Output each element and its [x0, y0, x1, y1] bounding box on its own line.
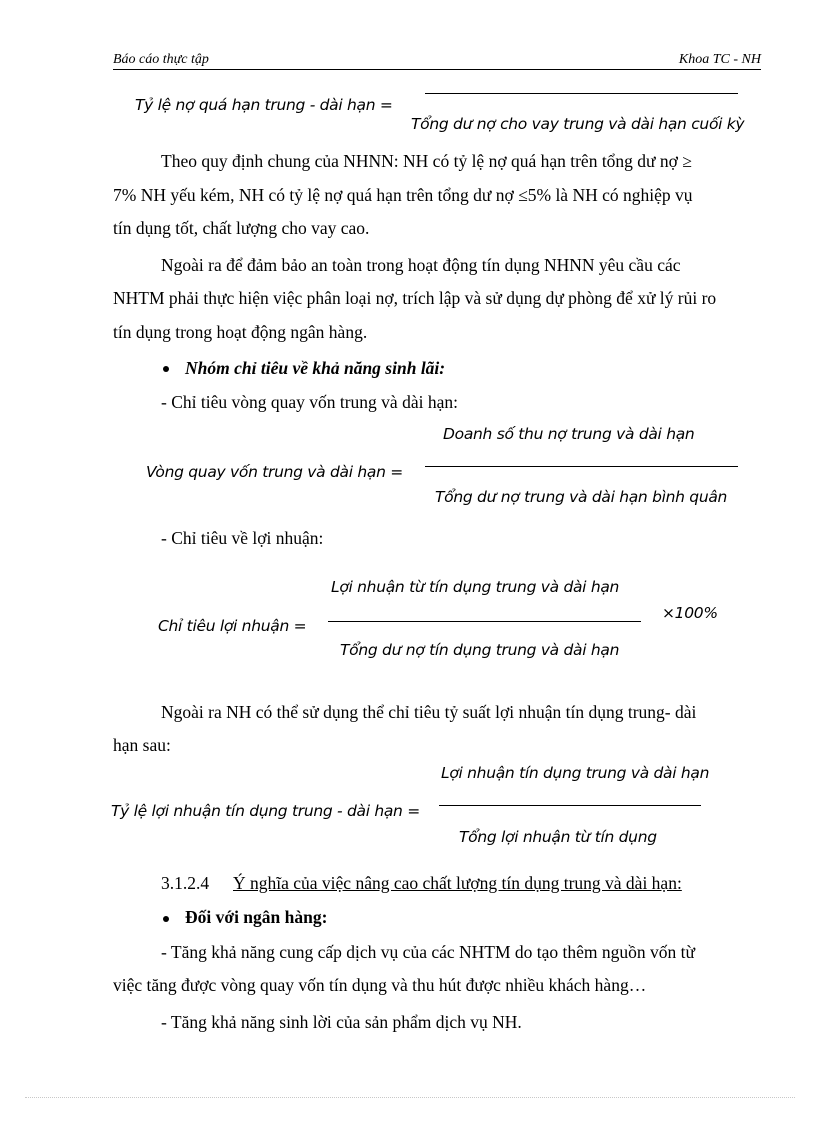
para2-line2: NHTM phải thực hiện việc phân loại nợ, trích lập và sử dụng dự phòng để xử lý rủi ro: [113, 288, 717, 308]
item1: - Chỉ tiêu vòng quay vốn trung và dài hạn:: [161, 392, 458, 412]
formula2-denominator: Tổng dư nợ trung và dài hạn bình quân: [435, 488, 728, 506]
formula4-denominator: Tổng lợi nhuận từ tín dụng: [459, 828, 657, 846]
formula4-label: Tỷ lệ lợi nhuận tín dụng trung - dài hạn =: [111, 802, 420, 820]
formula2-fraction-bar: [425, 466, 738, 467]
section-number: 3.1.2.4: [161, 873, 210, 893]
group-heading: Nhóm chỉ tiêu về khả năng sinh lãi:: [185, 358, 446, 378]
page-footer-dotted-line: [25, 1097, 795, 1098]
para1-line1: Theo quy định chung của NHNN: NH có tỷ lệ nợ quá hạn trên tổng dư nợ ≥: [161, 151, 692, 171]
formula4-fraction-bar: [439, 805, 701, 806]
header-left: Báo cáo thực tập: [113, 52, 209, 67]
formula1-label: Tỷ lệ nợ quá hạn trung - dài hạn =: [135, 96, 393, 114]
item3-line1: - Tăng khả năng cung cấp dịch vụ của các NHTM do tạo thêm nguồn vốn từ: [161, 942, 696, 962]
formula3-fraction-bar: [328, 621, 641, 622]
para3-line1: Ngoài ra NH có thể sử dụng thể chỉ tiêu tỷ suất lợi nhuận tín dụng trung- dài: [161, 702, 697, 722]
item3-line2: việc tăng được vòng quay vốn tín dụng và thu hút được nhiều khách hàng…: [113, 975, 647, 995]
formula3-numerator: Lợi nhuận từ tín dụng trung và dài hạn: [331, 578, 620, 596]
header-rule: [113, 69, 761, 70]
formula1-denominator: Tổng dư nợ cho vay trung và dài hạn cuối kỳ: [411, 115, 745, 133]
bullet-icon: [163, 366, 169, 372]
para1-line3: tín dụng tốt, chất lượng cho vay cao.: [113, 218, 370, 238]
section-title: Ý nghĩa của việc nâng cao chất lượng tín dụng trung và dài hạn:: [233, 873, 682, 893]
item2: - Chỉ tiêu về lợi nhuận:: [161, 528, 324, 548]
formula1-fraction-bar: [425, 93, 738, 94]
formula3-label: Chỉ tiêu lợi nhuận =: [158, 617, 307, 635]
para2-line3: tín dụng trong hoạt động ngân hàng.: [113, 322, 368, 342]
bullet-icon: [163, 916, 169, 922]
formula3-denominator: Tổng dư nợ tín dụng trung và dài hạn: [340, 641, 620, 659]
header-right: Khoa TC - NH: [678, 52, 761, 67]
formula2-label: Vòng quay vốn trung và dài hạn =: [146, 463, 403, 481]
formula3-multiplier: ×100%: [662, 604, 718, 622]
para2-line1: Ngoài ra để đảm bảo an toàn trong hoạt động tín dụng NHNN yêu cầu các: [161, 255, 681, 275]
para1-line2: 7% NH yếu kém, NH có tỷ lệ nợ quá hạn trên tổng dư nợ ≤5% là NH có nghiệp vụ: [113, 185, 693, 205]
formula4-numerator: Lợi nhuận tín dụng trung và dài hạn: [441, 764, 710, 782]
para3-line2: hạn sau:: [113, 735, 171, 755]
bank-heading: Đối với ngân hàng:: [185, 907, 328, 927]
item4: - Tăng khả năng sinh lời của sản phẩm dịch vụ NH.: [161, 1012, 522, 1032]
formula2-numerator: Doanh số thu nợ trung và dài hạn: [443, 425, 695, 443]
